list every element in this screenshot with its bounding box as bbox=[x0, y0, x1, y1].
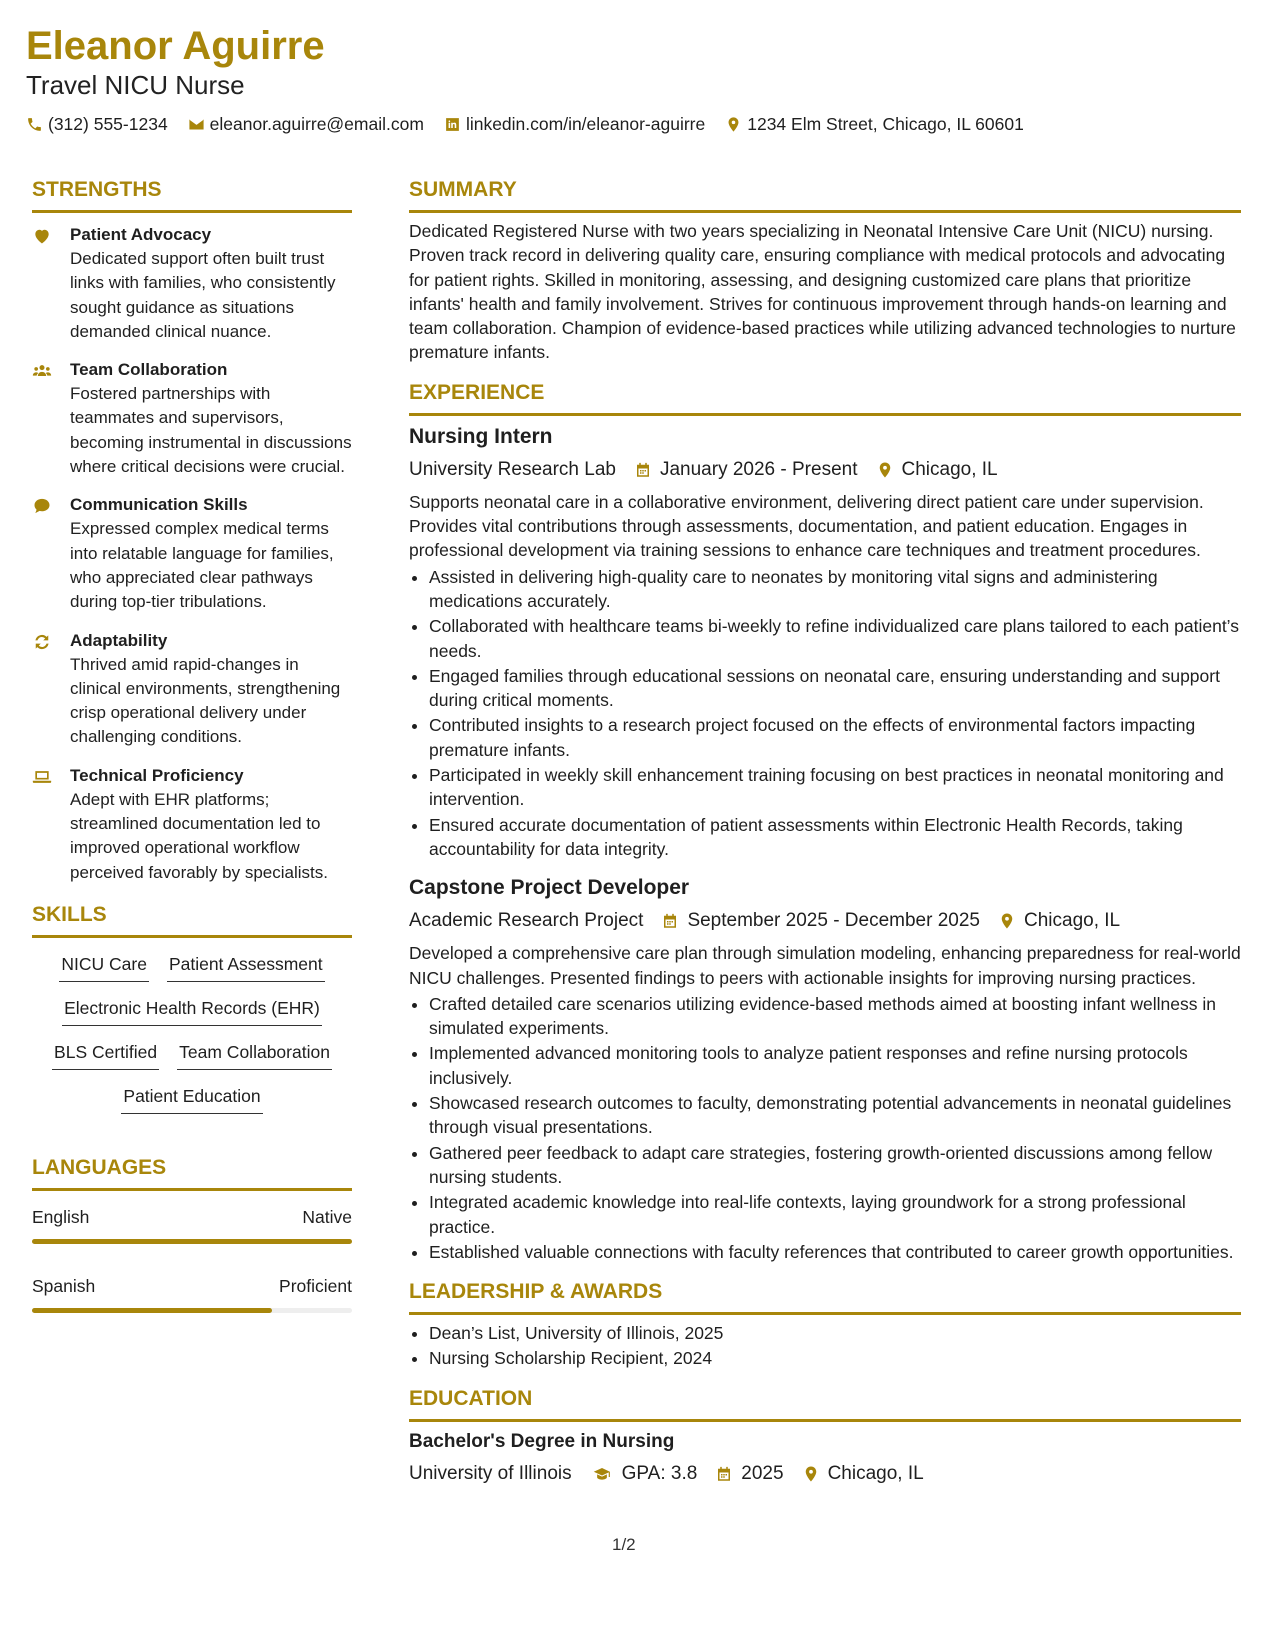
map-pin-icon bbox=[802, 1465, 820, 1483]
language-name: English bbox=[32, 1206, 90, 1227]
calendar-icon bbox=[634, 461, 652, 479]
email-text[interactable]: eleanor.aguirre@email.com bbox=[209, 114, 424, 134]
section-divider bbox=[32, 1188, 352, 1191]
linkedin-icon bbox=[444, 116, 461, 133]
languages-heading: LANGUAGES bbox=[32, 1155, 167, 1179]
skill-tag: Team Collaboration bbox=[177, 1040, 332, 1070]
job-location-text: Chicago, IL bbox=[1024, 910, 1121, 932]
candidate-title: Travel NICU Nurse bbox=[26, 70, 245, 100]
job-org bbox=[409, 454, 616, 486]
section-divider bbox=[32, 210, 352, 213]
contact-linkedin[interactable] bbox=[444, 114, 705, 135]
language-name: Spanish bbox=[32, 1275, 96, 1296]
skill-tag: BLS Certified bbox=[52, 1040, 159, 1070]
contact-email[interactable] bbox=[188, 114, 424, 135]
section-divider bbox=[409, 210, 1241, 213]
job-bullets bbox=[409, 992, 1241, 1264]
strengths-heading: STRENGTHS bbox=[32, 178, 162, 201]
contact-bar bbox=[26, 114, 1246, 135]
language-proficiency-fill bbox=[32, 1308, 272, 1313]
language-level: Native bbox=[302, 1206, 352, 1227]
strength-title: Patient Advocacy bbox=[70, 225, 212, 244]
chat-bubble-icon bbox=[32, 496, 52, 516]
education-gpa bbox=[590, 1458, 698, 1490]
left-column bbox=[32, 174, 352, 1335]
language-item bbox=[32, 1205, 352, 1244]
skill-tag: Patient Education bbox=[121, 1084, 262, 1114]
map-pin-icon bbox=[876, 461, 894, 479]
job-org-text: University Research Lab bbox=[409, 458, 616, 480]
job-meta bbox=[409, 905, 1241, 937]
job-org-text: Academic Research Project bbox=[409, 910, 644, 932]
language-proficiency-bar bbox=[32, 1239, 352, 1244]
section-divider bbox=[409, 1312, 1241, 1315]
job-org bbox=[409, 905, 643, 937]
education-year bbox=[715, 1458, 783, 1490]
job-location bbox=[998, 905, 1120, 937]
strength-desc: Adept with EHR platforms; streamlined documentation led to improved operational workflow perceived favorably by specialists. bbox=[70, 789, 328, 882]
strength-title: Communication Skills bbox=[70, 495, 248, 515]
job-location bbox=[876, 454, 998, 486]
language-proficiency-fill bbox=[32, 1239, 352, 1244]
users-icon bbox=[32, 361, 52, 381]
list-item: • Dean’s List, University of Illinois, 2025 bbox=[429, 1321, 1241, 1345]
phone-text: (312) 555-1234 bbox=[48, 114, 168, 134]
list-item: • Collaborated with healthcare teams bi-weekly to refine individualized care plans tailored to each patient’s needs. bbox=[429, 614, 1241, 663]
education-school-text: University of Illinois bbox=[409, 1462, 572, 1484]
candidate-name: Eleanor Aguirre bbox=[26, 24, 325, 68]
job-meta bbox=[409, 454, 1241, 486]
list-item: • Contributed insights to a research project focused on the effects of environmental factors impacting premature infants. bbox=[429, 713, 1241, 762]
map-pin-icon bbox=[725, 116, 742, 133]
strength-item bbox=[32, 764, 352, 885]
list-item: • Engaged families through educational sessions on neonatal care, ensuring understanding and support during critical moments. bbox=[429, 664, 1241, 713]
job-dates bbox=[634, 454, 858, 486]
strength-desc: Expressed complex medical terms into relatable language for families, who appreciated clear pathways during top-tier tribulations. bbox=[70, 519, 334, 612]
job-description: Developed a comprehensive care plan through simulation modeling, enhancing preparedness for real-world NICU challenges. Presented findings to peers with actionable insights for improving nursing practices. bbox=[409, 943, 1241, 988]
job-bullets bbox=[409, 565, 1241, 862]
list-item: • Gathered peer feedback to adapt care strategies, fostering growth-oriented discussions among fellow nursing students. bbox=[429, 1141, 1241, 1190]
list-item: • Ensured accurate documentation of patient assessments within Electronic Health Records, taking accountability for data integrity. bbox=[429, 813, 1241, 862]
experience-entry bbox=[409, 873, 1241, 1264]
language-proficiency-bar bbox=[32, 1308, 352, 1313]
skill-tag: NICU Care bbox=[59, 952, 149, 982]
list-item: • Nursing Scholarship Recipient, 2024 bbox=[429, 1346, 1241, 1370]
job-role: Capstone Project Developer bbox=[409, 876, 690, 900]
strength-desc: Fostered partnerships with teammates and supervisors, becoming instrumental in discussions where critical decisions were crucial. bbox=[70, 384, 352, 477]
education-heading: EDUCATION bbox=[409, 1386, 533, 1410]
education-meta bbox=[409, 1458, 1241, 1490]
awards-list bbox=[409, 1321, 1241, 1371]
strength-item bbox=[32, 493, 352, 614]
strength-item bbox=[32, 358, 352, 479]
linkedin-text[interactable]: linkedin.com/in/eleanor-aguirre bbox=[465, 114, 706, 134]
contact-phone bbox=[26, 114, 168, 135]
calendar-icon bbox=[661, 912, 679, 930]
list-item: • Participated in weekly skill enhancement training focusing on best practices in neonatal monitoring and intervention. bbox=[429, 763, 1241, 812]
laptop-icon bbox=[32, 767, 52, 787]
strength-desc: Thrived amid rapid-changes in clinical environments, strengthening crisp operational delivery under challenging conditions. bbox=[70, 654, 341, 747]
address-text: 1234 Elm Street, Chicago, IL 60601 bbox=[747, 114, 1024, 134]
strength-item bbox=[32, 629, 352, 750]
list-item: • Crafted detailed care scenarios utilizing evidence-based methods aimed at boosting infant wellness in simulated experiments. bbox=[429, 992, 1241, 1041]
phone-icon bbox=[26, 116, 43, 133]
education-gpa-text: GPA: 3.8 bbox=[621, 1462, 698, 1484]
education-degree: Bachelor's Degree in Nursing bbox=[409, 1430, 675, 1452]
strength-title: Team Collaboration bbox=[70, 360, 228, 380]
map-pin-icon bbox=[998, 912, 1016, 930]
education-year-text: 2025 bbox=[741, 1462, 784, 1484]
skills-heading: SKILLS bbox=[32, 902, 107, 926]
graduation-cap-icon bbox=[590, 1465, 614, 1483]
language-item bbox=[32, 1274, 352, 1313]
awards-heading: LEADERSHIP & AWARDS bbox=[409, 1280, 663, 1304]
language-level: Proficient bbox=[279, 1275, 352, 1296]
education-location bbox=[802, 1458, 924, 1490]
job-description: Supports neonatal care in a collaborative environment, delivering direct patient care under supervision. Provides vital contributions through assessments, documentation, and patient education. Engages in professional development via training sessions to enhance care techniques and treatment procedures. bbox=[409, 491, 1204, 561]
section-divider bbox=[32, 935, 352, 938]
page-number: 1/2 bbox=[612, 1535, 636, 1554]
heart-icon bbox=[32, 226, 52, 246]
calendar-icon bbox=[715, 1465, 733, 1483]
skill-tag: Electronic Health Records (EHR) bbox=[62, 996, 322, 1026]
resume-header bbox=[26, 22, 1246, 135]
section-divider bbox=[409, 413, 1241, 416]
job-dates bbox=[661, 905, 980, 937]
refresh-icon bbox=[32, 632, 52, 652]
education-location-text: Chicago, IL bbox=[827, 1462, 924, 1484]
education-school bbox=[409, 1458, 572, 1490]
list-item: • Established valuable connections with faculty references that contributed to career growth opportunities. bbox=[429, 1240, 1241, 1264]
summary-heading: SUMMARY bbox=[409, 178, 517, 201]
experience-heading: EXPERIENCE bbox=[409, 380, 545, 404]
section-divider bbox=[409, 1419, 1241, 1422]
experience-entry bbox=[409, 422, 1241, 861]
list-item: • Assisted in delivering high-quality care to neonates by monitoring vital signs and administering medications accurately. bbox=[429, 565, 1241, 614]
right-column bbox=[409, 174, 1241, 1494]
job-dates-text: September 2025 - December 2025 bbox=[687, 910, 980, 932]
list-item: • Integrated academic knowledge into real-life contexts, laying groundwork for a strong professional practice. bbox=[429, 1190, 1241, 1239]
list-item: • Showcased research outcomes to faculty, demonstrating potential advancements in neonatal guidelines through visual presentations. bbox=[429, 1091, 1241, 1140]
skill-tag: Patient Assessment bbox=[167, 952, 325, 982]
contact-address bbox=[725, 114, 1024, 135]
strength-desc: Dedicated support often built trust links with families, who consistently sought guidance as situations demanded clinical nuance. bbox=[70, 249, 336, 341]
job-dates-text: January 2026 - Present bbox=[659, 458, 858, 480]
summary-text: Dedicated Registered Nurse with two years specializing in Neonatal Intensive Care Unit (NICU) nursing. Proven track record in delivering quality care, ensuring compliance with medical protocols and advocating for patient rights. Skilled in monitoring, assessing, and designing customized care plans that prioritize infants' health and family involvement. Strives for continuous improvement through hands-on learning and team collaboration. Champion of evidence-based practices while utilizing advanced technologies to nurture premature infants. bbox=[409, 221, 1236, 363]
envelope-icon bbox=[188, 116, 205, 133]
list-item: • Implemented advanced monitoring tools to analyze patient responses and refine nursing protocols inclusively. bbox=[429, 1041, 1241, 1090]
strength-title: Technical Proficiency bbox=[70, 765, 244, 785]
skills-list bbox=[32, 948, 352, 1114]
strength-title: Adaptability bbox=[70, 630, 168, 650]
job-role: Nursing Intern bbox=[409, 424, 553, 448]
job-location-text: Chicago, IL bbox=[901, 458, 998, 480]
strength-item bbox=[32, 223, 352, 344]
